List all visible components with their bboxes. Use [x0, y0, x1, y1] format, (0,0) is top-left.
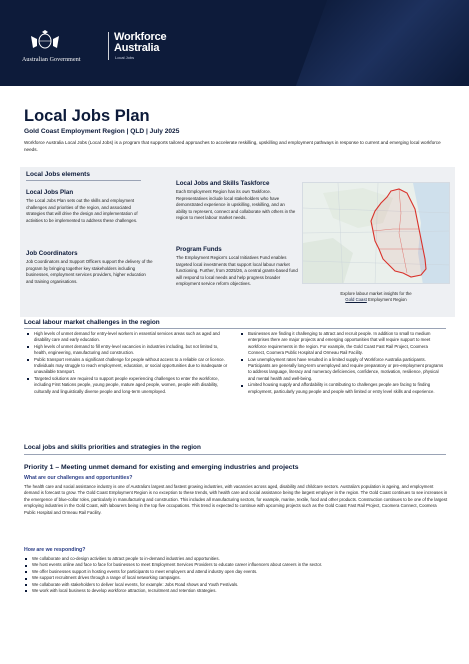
region-map-graphic [303, 183, 450, 284]
map-caption-line2 [302, 297, 450, 303]
challenges-question: What are our challenges and opportunities? [24, 475, 133, 481]
challenges-rule [24, 328, 446, 329]
list-item: High levels of unmet demand for entry-level workers in essential services areas such as aged and disability care and early education. [26, 331, 232, 344]
government-name: Australian Government [22, 57, 81, 63]
header-decoration [284, 0, 469, 86]
coordinators-heading: Job Coordinators [26, 250, 78, 257]
list-item: Limited housing supply and affordability is contributing to challenges people are facing to finding employment, particularly young people and people with limited or entry level skills and experience. [240, 382, 446, 395]
region-map [302, 182, 450, 284]
funds-heading: Program Funds [176, 246, 222, 253]
list-item: We work with local business to develop workforce attraction, recruitment and retention strategies. [24, 588, 448, 594]
coat-of-arms-icon [28, 30, 62, 50]
funds-text: The Employment Region's Local Initiatives Fund enables targeted local investments that support local labour market functioning. Further, from 2025/26, a central grants-based fund will respond to local needs and help progress broader employment service reform objectives. [176, 255, 298, 287]
list-item: We collaborate with stakeholders to deliver local events, for example: Jobs Road shows and Youth Festivals. [24, 582, 448, 588]
map-caption-line1: Explore labour market insights for the [340, 291, 412, 296]
list-item: Public transport remains a significant challenge for people without access to a reliable car or licence. Individuals may struggle to reach employment, education, or social opportunities due to inadequate or unavailable transport. [26, 357, 232, 376]
challenges-body: The health care and social assistance industry is one of Australia's largest and fastest growing industries, with vacancies across aged, disability and childcare sectors. Australia's population is ageing, and employment demand is forecast to grow. The Gold Coast Employment Region is no exception to these trends, with health care and social assistance being the largest employer in the region. The Gold Coast continues to see increases in the emergence of blue-collar roles, particularly in manufacturing and construction. This includes all manufacturing sectors, for example, marine, textile, food and other products. Construction continues to be one of the largest employing industries in the Gold Coast, with labourers being in the top five occupations. This trend is expected to continue with upcoming projects such as the Gold Coast Fast Rail Project, Coomera Connect, Coomera Public Hospital and Ormeau Rail Facility. [24, 484, 448, 515]
page-title: Local Jobs Plan [24, 107, 150, 125]
challenges-list-left [26, 331, 232, 395]
list-item: Low unemployment rates have resulted in a limited supply of Workforce Australia participants. Participants are generally long-term unemployed and require preparatory or pre-employment programs to address language, literacy and numeracy deficiencies, confidence, motivation, resilience, physical and mental health and well-being. [240, 357, 446, 383]
elements-heading: Local Jobs elements [26, 171, 90, 178]
plan-text: The Local Jobs Plan sets out the skills and employment challenges and priorities of the region, and associated strategies that will drive the design and implementation of activities to be implemented to address these challenges. [26, 198, 138, 223]
list-item: Targeted solutions are required to support people experiencing challenges to enter the workforce, including First Nations people, young people, mature aged people, women, people with disability, culturally and linguistically diverse people and long-term unemployed. [26, 376, 232, 395]
list-item: We offer businesses support in hosting events for participants to meet employers and attend industry open day events. [24, 569, 448, 575]
header-banner [0, 0, 469, 86]
map-caption-rest: Employment Region [366, 297, 407, 302]
list-item: We collaborate and co-design activities to attract people to in-demand industries and opportunities. [24, 556, 448, 562]
brand-line-2: Australia [114, 42, 160, 54]
page-subtitle: Gold Coast Employment Region | QLD | July 2025 [24, 128, 180, 135]
plan-heading: Local Jobs Plan [26, 189, 74, 196]
priorities-rule [24, 454, 446, 455]
taskforce-text: Each Employment Region has its own Taskforce. Representatives include local stakeholders who have demonstrated experience in upskilling, reskilling, and an ability to represent, connect and collaborate with others in the region to meet labour market needs. [176, 189, 296, 221]
header-divider [108, 32, 109, 60]
list-item: We support recruitment drives through a range of local networking campaigns. [24, 575, 448, 581]
brand-line-1: Workforce [114, 31, 167, 43]
list-item: High levels of unmet demand to fill entry-level vacancies in industries including, but not limited to, health, engineering, manufacturing and construction. [26, 344, 232, 357]
priority-1-title: Priority 1 – Meeting unmet demand for existing and emerging industries and projects [24, 464, 299, 471]
challenges-list-right [240, 331, 446, 395]
challenges-heading: Local labour market challenges in the region [24, 319, 160, 326]
coordinators-text: Job Coordinators and Support Officers support the delivery of the program by bringing together key stakeholders including businesses, employment services providers, higher education and training organisations. [26, 259, 153, 284]
responses-list [24, 556, 448, 594]
taskforce-heading: Local Jobs and Skills Taskforce [176, 180, 270, 187]
intro-paragraph: Workforce Australia Local Jobs (Local Jobs) is a program that supports tailored approaches to accelerate reskilling, upskilling and employment pathways in response to current and emerging local workforce needs. [24, 140, 441, 152]
responding-question: How are we responding? [24, 547, 86, 553]
gold-coast-link[interactable]: Gold Coast [345, 297, 367, 302]
elements-heading-rule [26, 180, 141, 181]
priorities-heading: Local jobs and skills priorities and strategies in the region [24, 444, 201, 451]
map-caption [302, 291, 450, 303]
list-item: Businesses are finding it challenging to attract and recruit people. In addition to small to medium enterprises there are major projects and emerging opportunities that will require support to meet workforce requirements in the region. For example, the Gold Coast Fast Rail Project, Coomera Connect, Coomera Public Hospital and Ormeau Rail Facility. [240, 331, 446, 357]
list-item: We host events online and face to face for businesses to meet Employment Services Providers to educate career influencers about careers in the sector. [24, 562, 448, 568]
brand-tag: Local Jobs [115, 55, 135, 60]
